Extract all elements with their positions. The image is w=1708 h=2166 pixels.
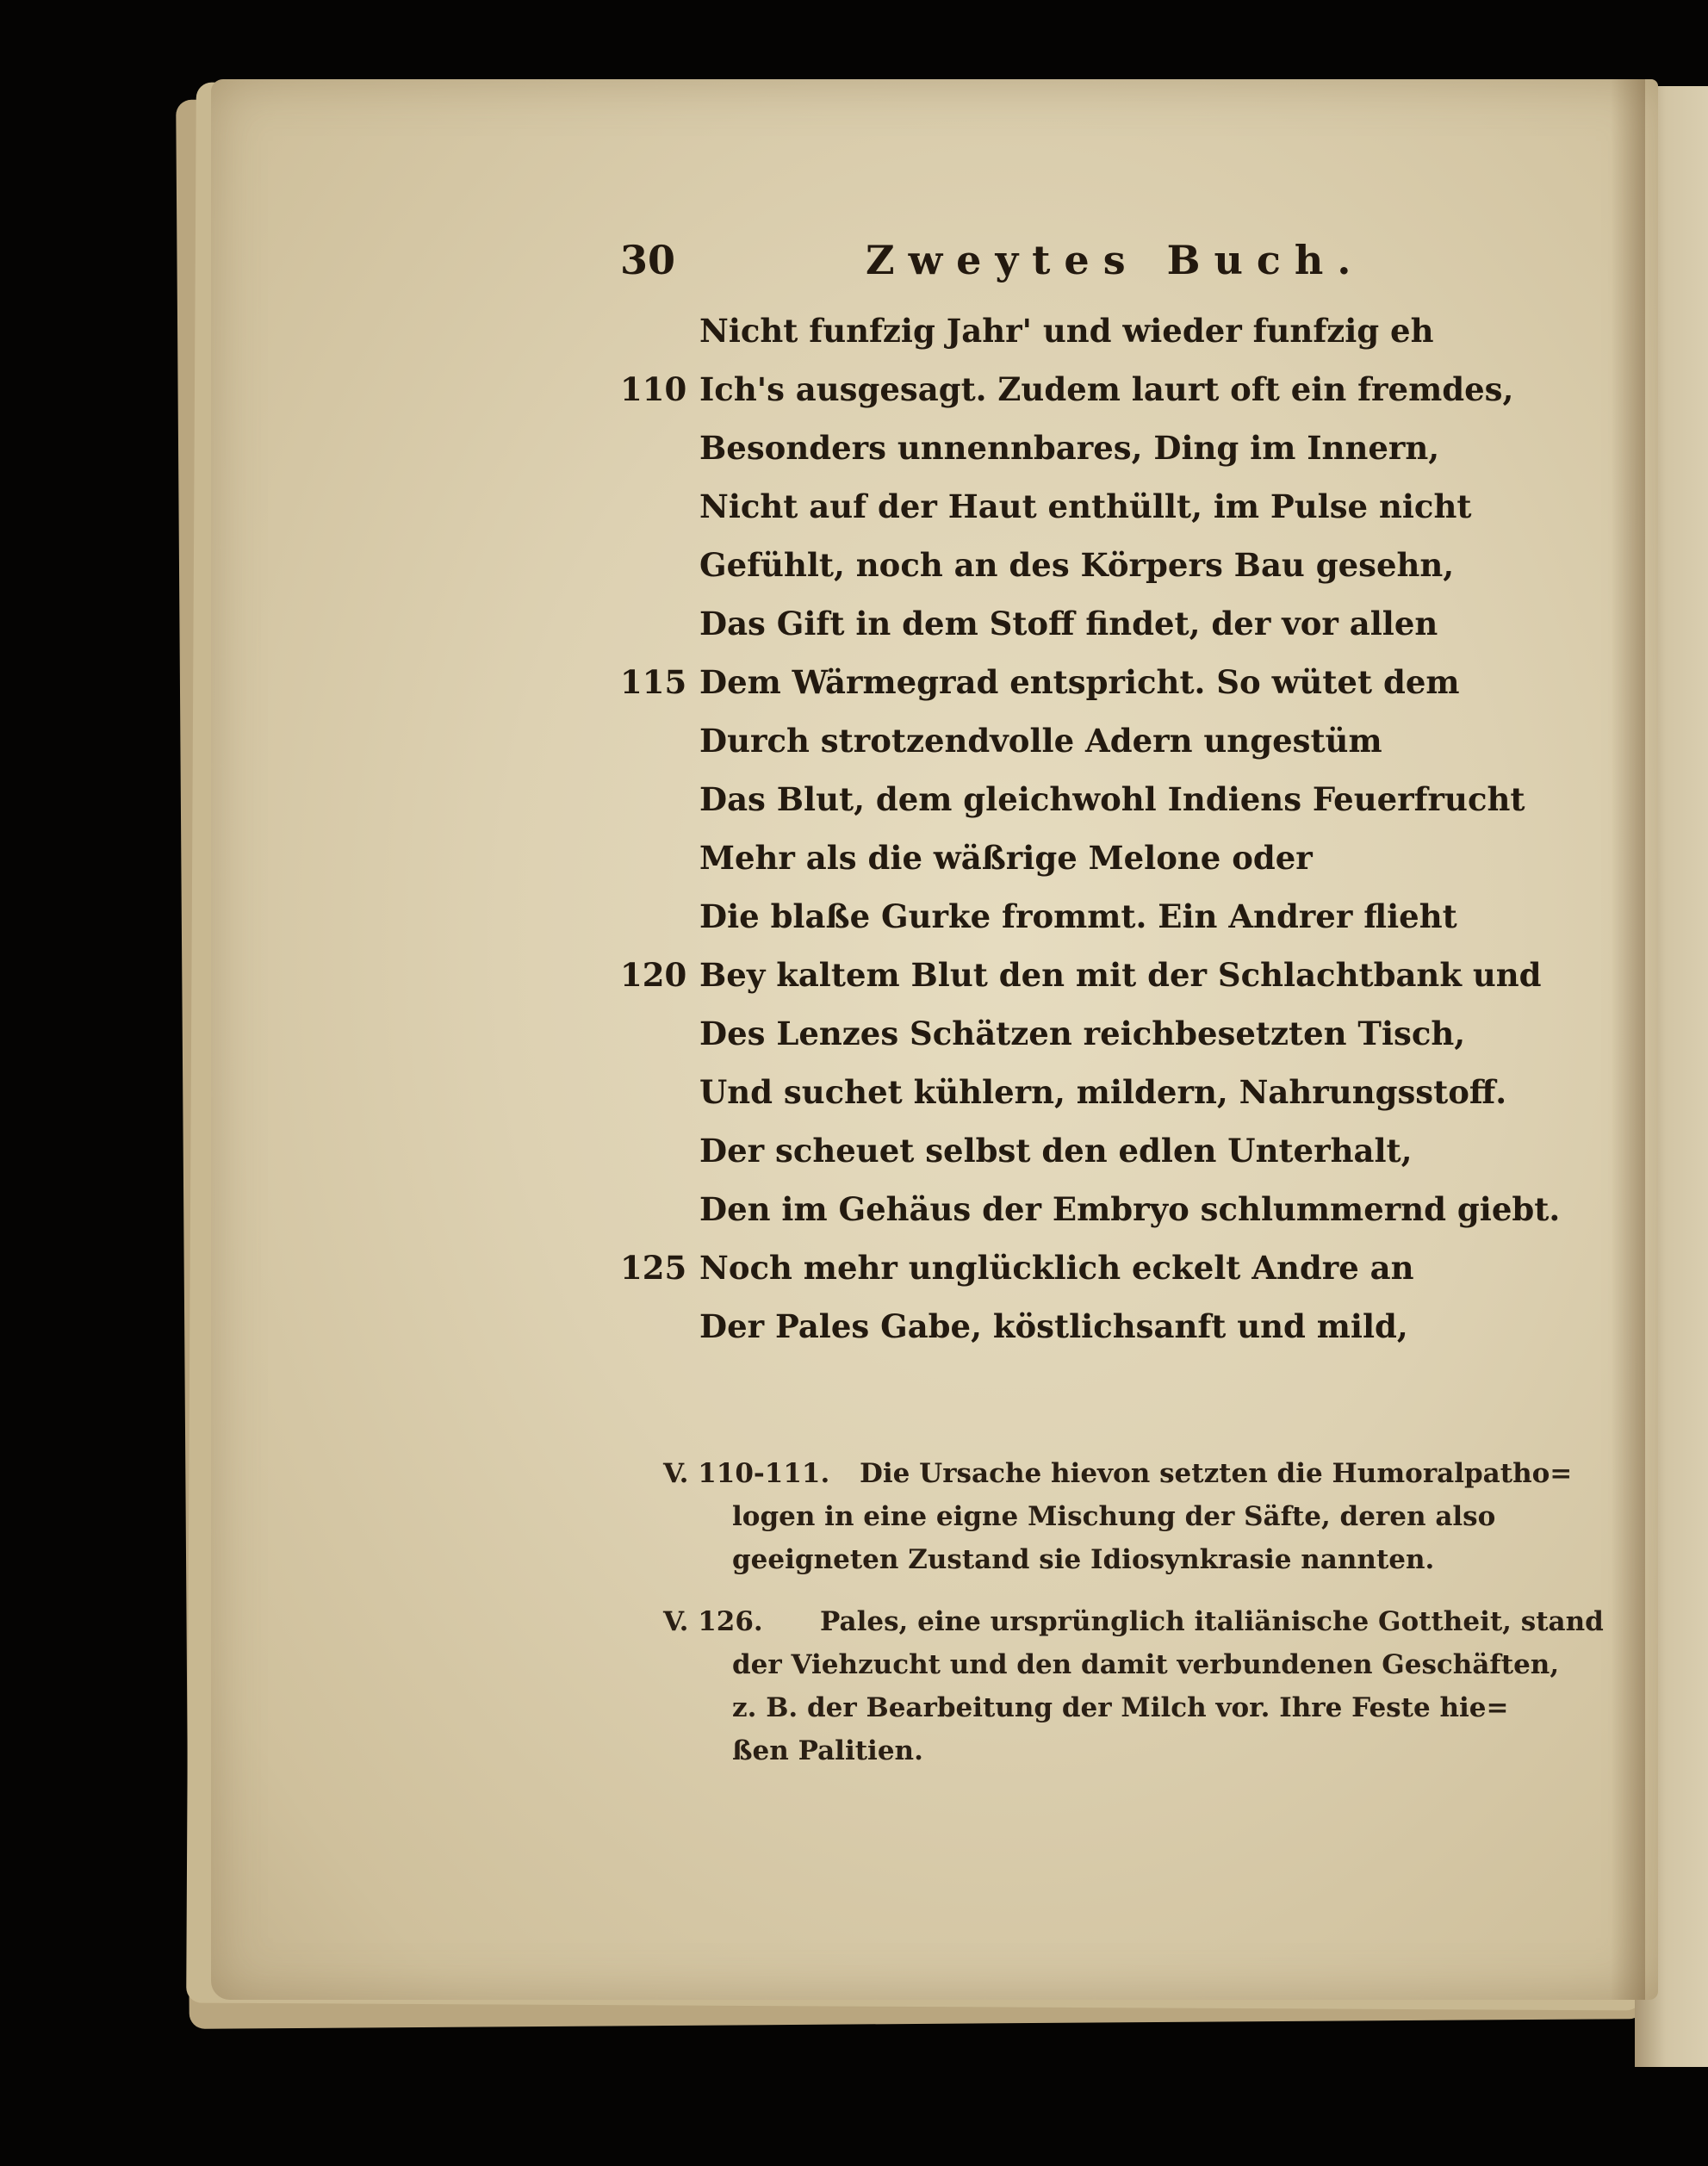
footnote-line: z. B. der Bearbeitung der Milch vor. Ihre Feste hie= <box>732 1692 1509 1723</box>
verse-line: Das Gift in dem Stoff findet, der vor allen <box>699 605 1438 642</box>
verse-line: Die blaße Gurke frommt. Ein Andrer flieht <box>699 897 1457 935</box>
page-title: Zweytes Buch. <box>866 237 1365 283</box>
verse-line: Bey kaltem Blut den mit der Schlachtbank und <box>699 956 1542 994</box>
line-number: 115 <box>620 663 687 701</box>
page-number: 30 <box>620 237 676 283</box>
footnote-line: Pales, eine ursprünglich italiänische Gottheit, stand <box>820 1606 1604 1637</box>
footnote-line: Die Ursache hievon setzten die Humoralpatho= <box>860 1458 1573 1489</box>
line-number: 125 <box>620 1249 687 1287</box>
verse-line: Ich's ausgesagt. Zudem laurt oft ein fremdes, <box>699 370 1514 408</box>
gutter-shadow <box>1611 79 1645 2000</box>
verse-line: Besonders unnennbares, Ding im Innern, <box>699 429 1440 467</box>
verse-line: Durch strotzendvolle Adern ungestüm <box>699 722 1382 760</box>
verse-line: Dem Wärmegrad entspricht. So wütet dem <box>699 663 1460 701</box>
footnote-line: der Viehzucht und den damit verbundenen Geschäften, <box>732 1649 1560 1680</box>
footnote-label: V. 110-111. <box>663 1458 830 1489</box>
verse-line: Und suchet kühlern, mildern, Nahrungsstoff. <box>699 1073 1507 1111</box>
verse-line: Mehr als die wäßrige Melone oder <box>699 839 1313 877</box>
verse-line: Gefühlt, noch an des Körpers Bau gesehn, <box>699 546 1455 584</box>
line-number: 120 <box>620 956 687 994</box>
verse-line: Der Pales Gabe, köstlichsanft und mild, <box>699 1307 1408 1345</box>
verse-line: Nicht funfzig Jahr' und wieder funfzig eh <box>699 312 1434 350</box>
verse-line: Der scheuet selbst den edlen Unterhalt, <box>699 1132 1413 1170</box>
footnote-line: geeigneten Zustand sie Idiosynkrasie nannten. <box>732 1544 1435 1575</box>
verse-line: Des Lenzes Schätzen reichbesetzten Tisch, <box>699 1015 1466 1052</box>
line-number: 110 <box>620 370 687 408</box>
footnote-line: ßen Palitien. <box>732 1735 923 1766</box>
verse-line: Noch mehr unglücklich eckelt Andre an <box>699 1249 1414 1287</box>
verse-line: Das Blut, dem gleichwohl Indiens Feuerfrucht <box>699 780 1525 818</box>
running-head <box>620 237 1365 283</box>
footnote-line: logen in eine eigne Mischung der Säfte, deren also <box>732 1501 1496 1532</box>
verse-line: Den im Gehäus der Embryo schlummernd giebt. <box>699 1190 1561 1228</box>
footnote-label: V. 126. <box>663 1606 763 1637</box>
verse-line: Nicht auf der Haut enthüllt, im Pulse nicht <box>699 487 1472 525</box>
